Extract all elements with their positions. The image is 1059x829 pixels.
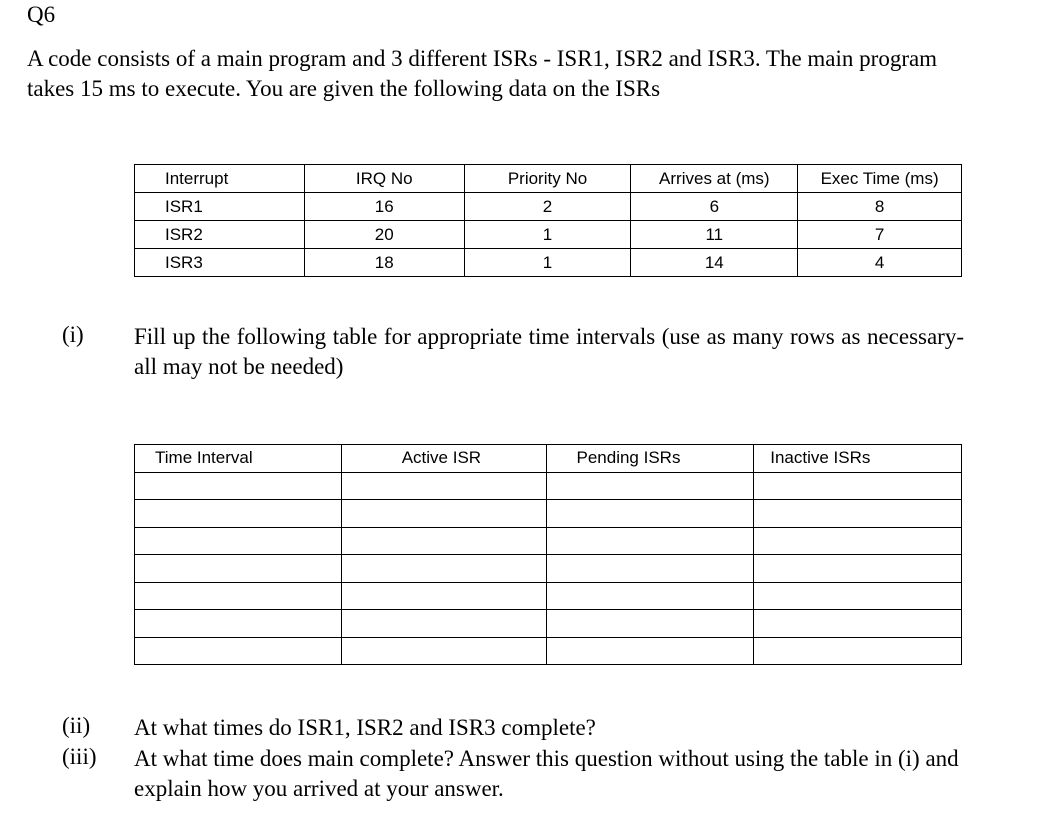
part-iii-label: (iii) (62, 744, 97, 769)
table-cell: 1 (464, 221, 631, 249)
empty-cell[interactable] (754, 555, 962, 583)
part-i-label: (i) (62, 322, 84, 347)
header-cell: Pending ISRs (546, 445, 754, 473)
empty-cell[interactable] (754, 472, 962, 500)
empty-cell[interactable] (341, 527, 546, 555)
table-cell: 16 (304, 193, 464, 221)
question-intro: A code consists of a main program and 3 different ISRs - ISR1, ISR2 and ISR3. The main program takes 15 ms to execute. You are given the following data on the ISRs (27, 46, 938, 101)
table-cell: 11 (631, 221, 798, 249)
empty-cell[interactable] (135, 637, 342, 665)
empty-cell[interactable] (546, 472, 754, 500)
empty-cell[interactable] (135, 582, 342, 610)
answer-fill-table (134, 444, 962, 665)
empty-cell[interactable] (754, 582, 962, 610)
table-cell: ISR1 (135, 193, 305, 221)
part-iii-text: At what time does main complete? Answer this question without using the table in (i) and explain how you arrived at your answer. (134, 746, 959, 801)
empty-cell[interactable] (546, 582, 754, 610)
table-header-row (135, 165, 962, 193)
table-cell: 8 (798, 193, 962, 221)
part-i-text: Fill up the following table for appropriate time intervals (use as many rows as necessary- all may not be needed) (134, 324, 964, 379)
table-cell: 14 (631, 249, 798, 277)
table-cell: 2 (464, 193, 631, 221)
header-cell: IRQ No (304, 165, 464, 193)
empty-cell[interactable] (341, 610, 546, 638)
table-row (135, 221, 962, 249)
empty-cell[interactable] (135, 472, 342, 500)
empty-cell[interactable] (135, 500, 342, 528)
empty-cell[interactable] (546, 610, 754, 638)
empty-cell[interactable] (754, 527, 962, 555)
empty-row (135, 527, 962, 555)
empty-row (135, 610, 962, 638)
empty-cell[interactable] (546, 527, 754, 555)
empty-cell[interactable] (135, 555, 342, 583)
empty-cell[interactable] (135, 527, 342, 555)
empty-cell[interactable] (341, 472, 546, 500)
empty-cell[interactable] (754, 500, 962, 528)
empty-cell[interactable] (341, 582, 546, 610)
table-cell: 4 (798, 249, 962, 277)
empty-row (135, 637, 962, 665)
isr-data-table (134, 164, 962, 277)
empty-cell[interactable] (546, 500, 754, 528)
empty-cell[interactable] (341, 500, 546, 528)
table-cell: 1 (464, 249, 631, 277)
empty-cell[interactable] (546, 555, 754, 583)
table-cell: 6 (631, 193, 798, 221)
table-row (135, 193, 962, 221)
header-cell: Time Interval (135, 445, 342, 473)
part-ii-label: (ii) (62, 713, 91, 738)
header-cell: Priority No (464, 165, 631, 193)
table-cell: ISR2 (135, 221, 305, 249)
empty-cell[interactable] (341, 637, 546, 665)
empty-row (135, 472, 962, 500)
table-header-row (135, 445, 962, 473)
empty-row (135, 582, 962, 610)
header-cell: Interrupt (135, 165, 305, 193)
empty-cell[interactable] (135, 610, 342, 638)
table-cell: 18 (304, 249, 464, 277)
header-cell: Exec Time (ms) (798, 165, 962, 193)
header-cell: Inactive ISRs (754, 445, 962, 473)
table-cell: ISR3 (135, 249, 305, 277)
header-cell: Active ISR (341, 445, 546, 473)
part-ii-text: At what times do ISR1, ISR2 and ISR3 complete? (134, 715, 596, 740)
table-cell: 7 (798, 221, 962, 249)
header-cell: Arrives at (ms) (631, 165, 798, 193)
empty-row (135, 500, 962, 528)
empty-row (135, 555, 962, 583)
table-cell: 20 (304, 221, 464, 249)
empty-cell[interactable] (754, 610, 962, 638)
empty-cell[interactable] (546, 637, 754, 665)
empty-cell[interactable] (754, 637, 962, 665)
empty-cell[interactable] (341, 555, 546, 583)
question-title: Q6 (27, 2, 56, 27)
table-row (135, 249, 962, 277)
